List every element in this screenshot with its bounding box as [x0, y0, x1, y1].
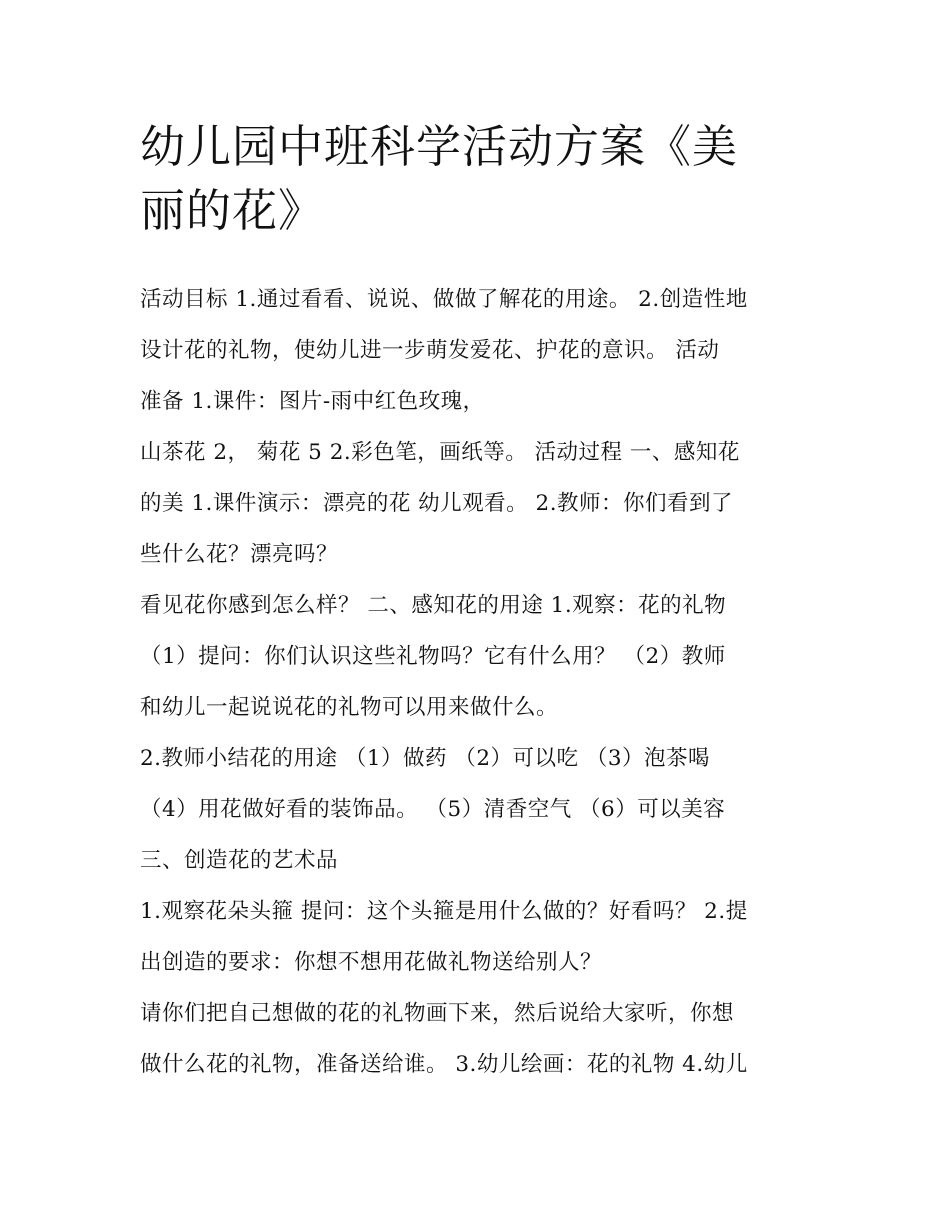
body-line: 2.教师小结花的用途 （1）做药 （2）可以吃 （3）泡茶喝: [140, 746, 711, 771]
body-line: 山茶花 2， 菊花 5 2.彩色笔，画纸等。 活动过程 一、感知花: [140, 440, 740, 465]
body-line: （4）用花做好看的装饰品。 （5）清香空气 （6）可以美容: [140, 797, 726, 822]
body-line: 出创造的要求：你想不想用花做礼物送给别人？: [140, 950, 603, 975]
title-line: 幼儿园中班科学活动方案《美: [140, 120, 739, 173]
body-line: 和幼儿一起说说花的礼物可以用来做什么。: [140, 695, 559, 720]
title-line: 丽的花》: [140, 184, 325, 237]
body-line: 准备 1.课件：图片-雨中红色玫瑰，: [140, 389, 485, 414]
body-line: 做什么花的礼物，准备送给谁。 3.幼儿绘画：花的礼物 4.幼儿: [140, 1052, 748, 1077]
body-line: 些什么花？漂亮吗？: [140, 542, 339, 567]
body-line: 请你们把自己想做的花的礼物画下来，然后说给大家听，你想: [140, 1001, 735, 1026]
body-line: 设计花的礼物，使幼儿进一步萌发爱花、护花的意识。 活动: [140, 338, 720, 363]
body-line: 的美 1.课件演示：漂亮的花 幼儿观看。 2.教师：你们看到了: [140, 491, 734, 516]
body-line: 看见花你感到怎么样？ 二、感知花的用途 1.观察：花的礼物: [140, 593, 727, 618]
document-body: [140, 280, 830, 1096]
body-line: 三、创造花的艺术品: [140, 848, 339, 873]
body-line: （1）提问：你们认识这些礼物吗？它有什么用？ （2）教师: [140, 644, 726, 669]
body-line: 活动目标 1.通过看看、说说、做做了解花的用途。 2.创造性地: [140, 287, 748, 312]
body-line: 1.观察花朵头箍 提问：这个头箍是用什么做的？好看吗？ 2.提: [140, 899, 748, 924]
document-title: [140, 115, 820, 243]
